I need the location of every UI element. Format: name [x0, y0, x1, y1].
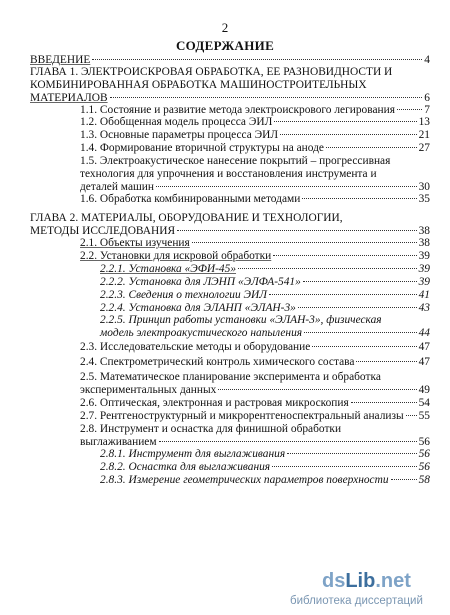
toc-entry — [30, 212, 430, 238]
toc-leader-dots — [269, 294, 417, 295]
toc-page-number: 30 — [418, 180, 430, 193]
toc-entry-text: 2.5. Математическое планирование эксперимента и обработка — [80, 371, 381, 383]
toc-page-number: 56 — [418, 461, 430, 473]
toc-entry-text: модель электроакустического напыления — [100, 326, 303, 339]
toc-entry-text: 2.2. Установки для искровой обработки — [80, 250, 272, 262]
toc-entry-text: ГЛАВА 2. МАТЕРИАЛЫ, ОБОРУДОВАНИЕ И ТЕХНОЛОГИИ, — [30, 212, 343, 224]
toc-leader-dots — [110, 97, 423, 98]
toc-page-number: 41 — [418, 289, 430, 301]
toc-page-number: 13 — [418, 116, 430, 128]
toc-leader-dots — [238, 268, 417, 269]
toc-entry — [100, 448, 430, 461]
toc-leader-dots — [177, 230, 417, 231]
toc-entry — [80, 250, 430, 263]
toc-entry-text: 1.5. Электроакустическое нанесение покрытий – прогрессивная — [80, 155, 391, 167]
toc-page-number: 38 — [418, 237, 430, 249]
toc-entry-text: деталей машин — [80, 180, 154, 193]
toc-entry — [30, 66, 430, 104]
toc-page-number: 39 — [418, 276, 430, 288]
toc-page-number: 56 — [418, 448, 430, 460]
toc-entry-text: МЕТОДЫ ИССЛЕДОВАНИЯ — [30, 224, 176, 237]
toc-page-number: 39 — [418, 250, 430, 262]
toc-leader-dots — [274, 121, 416, 122]
toc-leader-dots — [287, 453, 416, 454]
toc-entry-text: 2.4. Спектрометрический контроль химического состава — [80, 356, 355, 368]
toc-page-number: 39 — [418, 263, 430, 275]
toc-entry-text: 2.1. Объекты изучения — [80, 237, 190, 249]
toc-leader-dots — [304, 332, 417, 333]
table-of-contents — [0, 54, 450, 574]
toc-leader-dots — [218, 389, 416, 390]
toc-entry-text: 2.2.4. Установка для ЭЛАНП «ЭЛАН-3» — [100, 302, 296, 314]
toc-entry-text: 2.2.2. Установка для ЛЭНП «ЭЛФА-541» — [100, 276, 301, 288]
toc-leader-dots — [356, 361, 416, 362]
toc-entry-text: ГЛАВА 1. ЭЛЕКТРОИСКРОВАЯ ОБРАБОТКА, ЕЕ РАЗНОВИДНОСТИ И — [30, 66, 393, 78]
toc-entry-text: МАТЕРИАЛОВ — [30, 91, 108, 104]
toc-entry — [80, 371, 430, 397]
toc-entry-text: выглаживанием — [80, 435, 157, 448]
toc-page-number: 54 — [418, 397, 430, 409]
toc-entry — [100, 474, 430, 487]
toc-page-number: 44 — [418, 326, 430, 339]
toc-entry-text: 2.6. Оптическая, электронная и растровая микроскопия — [80, 397, 349, 409]
dslib-logo: dsLib.net — [322, 570, 411, 592]
toc-entry-text: 1.6. Обработка комбинированными методами — [80, 193, 301, 205]
toc-entry — [80, 104, 430, 117]
toc-entry-text: 2.7. Рентгеноструктурный и микрорентгеноспектральный анализы — [80, 410, 404, 422]
toc-entry-text: 2.8.2. Оснастка для выглаживания — [100, 461, 271, 473]
toc-entry-text: 2.2.1. Установка «ЭФИ-45» — [100, 263, 237, 275]
toc-page-number: 6 — [424, 91, 430, 104]
toc-entry-text: 1.4. Формирование вторичной структуры на аноде — [80, 142, 324, 154]
toc-entry — [80, 155, 430, 193]
page-number: 2 — [221, 20, 229, 35]
toc-page-number: 47 — [418, 356, 430, 368]
toc-entry — [100, 461, 430, 474]
toc-page-number: 56 — [418, 435, 430, 448]
toc-entry — [80, 410, 430, 423]
toc-page-number: 55 — [418, 410, 430, 422]
toc-entry-text: КОМБИНИРОВАННАЯ ОБРАБОТКА МАШИНОСТРОИТЕЛЬНЫХ — [30, 78, 367, 91]
toc-entry — [30, 54, 430, 67]
toc-page-number: 7 — [424, 104, 430, 116]
toc-entry — [80, 356, 430, 369]
dslib-subtitle: библиотека диссертаций — [290, 595, 423, 607]
toc-page-number: 4 — [424, 54, 430, 66]
toc-leader-dots — [159, 441, 417, 442]
toc-page-number: 47 — [418, 341, 430, 353]
toc-page-number: 21 — [418, 129, 430, 141]
toc-entry-text: 2.2.5. Принцип работы установки «ЭЛАН-3», физическая — [100, 314, 382, 326]
toc-leader-dots — [302, 198, 416, 199]
toc-entry-text: 2.8.3. Измерение геометрических параметров поверхности — [100, 474, 389, 486]
toc-entry — [80, 423, 430, 449]
toc-leader-dots — [326, 147, 417, 148]
toc-entry-text: 2.8. Инструмент и оснастка для финишной обработки — [80, 423, 342, 435]
toc-entry-text: технология для упрочнения и восстановления инструмента и — [80, 167, 377, 180]
toc-entry — [80, 193, 430, 206]
toc-entry — [80, 129, 430, 142]
toc-page-number: 43 — [418, 302, 430, 314]
toc-leader-dots — [280, 134, 417, 135]
toc-page-number: 27 — [418, 142, 430, 154]
toc-entry — [100, 314, 430, 340]
toc-page-number: 49 — [418, 383, 430, 396]
toc-leader-dots — [272, 466, 417, 467]
toc-entry-text: 1.1. Состояние и развитие метода электроискрового легирования — [80, 104, 395, 116]
toc-entry — [100, 276, 430, 289]
toc-entry-text: 1.3. Основные параметры процесса ЭИЛ — [80, 129, 279, 141]
toc-entry-text: 1.2. Обобщенная модель процесса ЭИЛ — [80, 116, 273, 128]
toc-leader-dots — [273, 255, 416, 256]
toc-leader-dots — [303, 281, 417, 282]
toc-entry — [80, 142, 430, 155]
toc-leader-dots — [298, 307, 417, 308]
toc-leader-dots — [397, 109, 422, 110]
toc-entry-text: 2.3. Исследовательские методы и оборудование — [80, 341, 311, 353]
toc-entry — [100, 302, 430, 315]
toc-entry-text: ВВЕДЕНИЕ — [30, 54, 91, 66]
toc-entry-text: 2.2.3. Сведения о технологии ЭИЛ — [100, 289, 267, 301]
toc-leader-dots — [192, 242, 417, 243]
toc-entry — [100, 289, 430, 302]
toc-page-number: 35 — [418, 193, 430, 205]
toc-entry — [80, 341, 430, 354]
toc-entry — [80, 397, 430, 410]
page-title: СОДЕРЖАНИЕ — [175, 38, 275, 53]
toc-entry — [80, 116, 430, 129]
toc-entry-text: 2.8.1. Инструмент для выглаживания — [100, 448, 286, 460]
toc-entry — [80, 237, 430, 250]
toc-leader-dots — [406, 415, 417, 416]
toc-page-number: 58 — [418, 474, 430, 486]
toc-leader-dots — [351, 402, 417, 403]
toc-leader-dots — [92, 59, 422, 60]
toc-leader-dots — [312, 346, 416, 347]
toc-page-number: 38 — [418, 224, 430, 237]
toc-leader-dots — [391, 479, 417, 480]
toc-leader-dots — [156, 186, 417, 187]
toc-entry-text: экспериментальных данных — [80, 383, 217, 396]
toc-entry — [100, 263, 430, 276]
